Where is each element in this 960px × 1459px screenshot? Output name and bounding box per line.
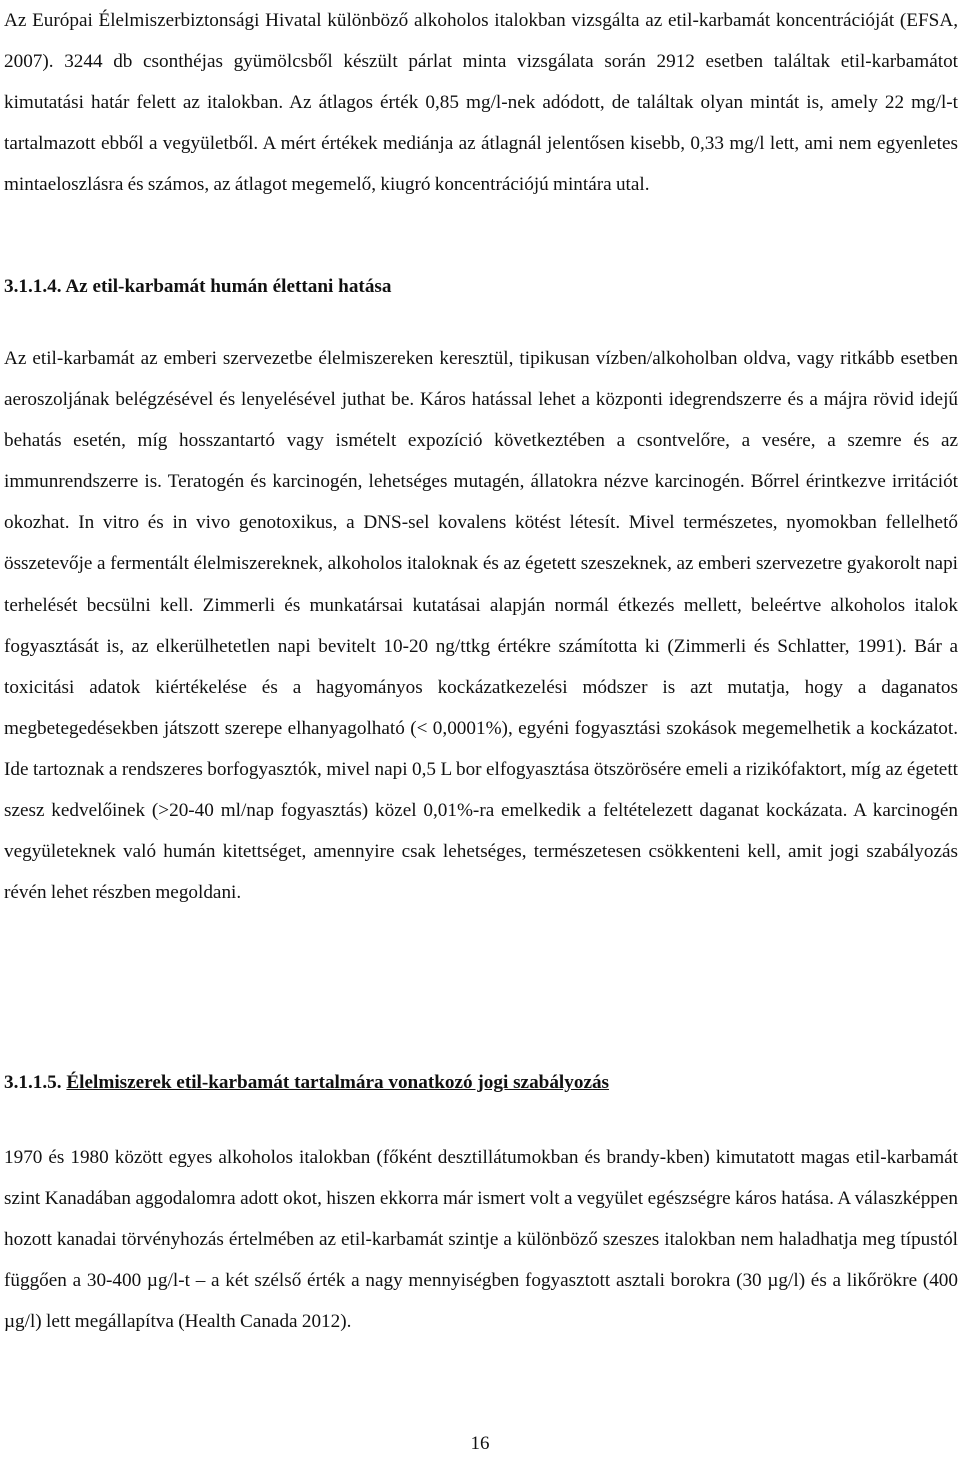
section-heading-3-1-1-5: [4, 1062, 958, 1103]
paragraph-efsa-study: Az Európai Élelmiszerbiztonsági Hivatal különböző alkoholos italokban vizsgálta az etil-karbamát koncentrációját (EFSA, 2007). 3244 db csonthéjas gyümölcsből készült párlat minta vizsgálata során 2912 esetben találtak etil-karbamátot kimutatási határ felett az italokban. Az átlagos érték 0,85 mg/l-nek adódott, de találtak olyan mintát is, amely 22 mg/l-t tartalmazott ebből a vegyületből. A mért értékek mediánja az átlagnál jelentősen kisebb, 0,33 mg/l lett, ami nem egyenletes mintaeloszlásra és számos, az átlagot megemelő, kiugró koncentrációjú mintára utal.: [4, 10, 958, 196]
section-number: 3.1.1.4.: [4, 276, 62, 297]
paragraph-physiological-effects: Az etil-karbamát az emberi szervezetbe élelmiszereken keresztül, tipikusan vízben/alkoholban oldva, vagy ritkább esetben aeroszoljának belégzésével és lenyelésével juthat be. Káros hatással lehet a központi idegrendszerre és a májra rövid idejű behatás esetén, míg hosszantartó vagy ismételt expozíció következtében a csontvelőre, a vesére, a szemre és az immunrendszerre is. Teratogén és karcinogén, lehetséges mutagén, állatokra nézve karcinogén. Bőrrel érintkezve irritációt okozhat. In vitro és in vivo genotoxikus, a DNS-sel kovalens kötést létesít. Mivel természetes, nyomokban fellelhető összetevője a fermentált élelmiszereknek, alkoholos italoknak és az égetett szeszeknek, az emberi szervezetre gyakorolt napi terhelését becsülni kell. Zimmerli és munkatársai kutatásai alapján normál étkezés mellett, beleértve alkoholos italok fogyasztását is, az elkerülhetetlen napi bevitelt 10-20 ng/ttkg értékre számította ki (Zimmerli és Schlatter, 1991). Bár a toxicitási adatok kiértékelése és a hagyományos kockázatkezelési módszer is azt mutatja, hogy a daganatos megbetegedésekben játszott szerepe elhanyagolható (< 0,0001%), egyéni fogyasztási szokások megemelhetik a kockázatot. Ide tartoznak a rendszeres borfogyasztók, mivel napi 0,5 L bor elfogyasztása ötszörösére emeli a rizikófaktort, míg az égetett szesz kedvelőinek (>20-40 ml/nap fogyasztás) közel 0,01%-ra emelkedik a feltételezett daganat kockázata. A karcinogén vegyületeknek való humán kitettséget, amennyire csak lehetséges, természetesen csökkenteni kell, amit jogi szabályozás révén lehet részben megoldani.: [4, 348, 958, 904]
paragraph-legal-regulation: 1970 és 1980 között egyes alkoholos italokban (főként desztillátumokban és brandy-kben) kimutatott magas etil-karbamát szint Kanadában aggodalomra adott okot, hiszen ekkorra már ismert volt a vegyület egészségre káros hatása. A válaszképpen hozott kanadai törvényhozás értelmében az etil-karbamát szintje a különböző szeszes italokban nem haladhatja meg típustól függően a 30-400 µg/l-t – a két szélső érték a nagy mennyiségben fogyasztott asztali borokra (30 µg/l) és a likőrökre (400 µg/l) lett megállapítva (Health Canada 2012).: [4, 1147, 958, 1333]
section-number: 3.1.1.5.: [4, 1072, 62, 1093]
section-heading-3-1-1-4: [4, 266, 958, 307]
section-title: Az etil-karbamát humán élettani hatása: [65, 276, 392, 297]
section-title: Élelmiszerek etil-karbamát tartalmára vonatkozó jogi szabályozás: [66, 1072, 610, 1093]
page-number: 16: [470, 1433, 490, 1454]
